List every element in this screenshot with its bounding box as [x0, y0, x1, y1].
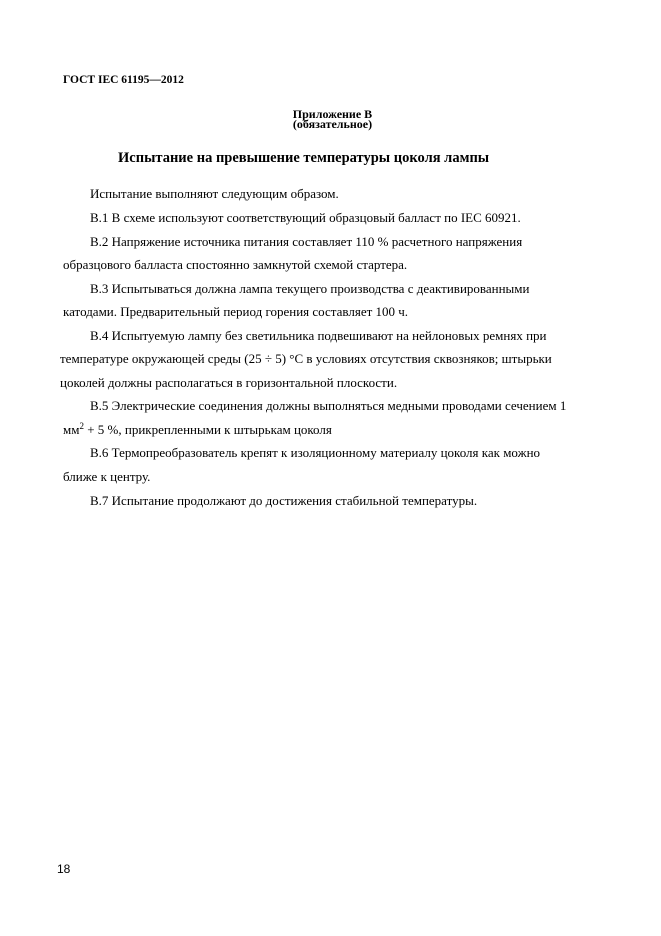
clause-b5-line1: В.5 Электрические соединения должны выполняться медными проводами сечением 1 — [90, 398, 567, 413]
clause-b5-line2 — [63, 421, 332, 438]
unit-exponent: 2 — [79, 421, 84, 431]
clause-b2-line2: образцового балласта спостоянно замкнутой схемой стартера. — [63, 257, 408, 272]
section-title: Испытание на превышение температуры цоколя лампы — [118, 150, 490, 166]
clause-b3-line1: В.3 Испытываться должна лампа текущего производства с деактивированными — [90, 281, 530, 296]
annex-status: (обязательное) — [292, 117, 373, 131]
clause-b1: В.1 В схеме используют соответствующий образцовый балласт по IEC 60921. — [90, 210, 521, 225]
document-header: ГОСТ IEC 61195—2012 — [63, 74, 184, 86]
clause-b6-line2: ближе к центру. — [63, 469, 151, 484]
unit-mm: мм — [63, 422, 80, 437]
page-number: 18 — [57, 862, 71, 876]
clause-b7: В.7 Испытание продолжают до достижения стабильной температуры. — [90, 493, 478, 508]
clause-b4-line2: температуре окружающей среды (25 ÷ 5) °С в условиях отсутствия сквозняков; штырьки — [60, 351, 552, 366]
clause-b5-tail: + 5 %, прикрепленными к штырькам цоколя — [83, 422, 332, 437]
clause-b2-line1: В.2 Напряжение источника питания составляет 110 % расчетного напряжения — [90, 234, 523, 249]
annex-title: Приложение В — [292, 107, 373, 121]
clause-b4-line1: В.4 Испытуемую лампу без светильника подвешивают на нейлоновых ремнях при — [90, 328, 547, 343]
clause-b3-line2: катодами. Предварительный период горения составляет 100 ч. — [63, 304, 409, 319]
clause-b6-line1: В.6 Термопреобразователь крепят к изоляционному материалу цоколя как можно — [90, 445, 541, 460]
intro-line: Испытание выполняют следующим образом. — [90, 186, 339, 201]
clause-b4-line3: цоколей должны располагаться в горизонтальной плоскости. — [60, 375, 398, 390]
